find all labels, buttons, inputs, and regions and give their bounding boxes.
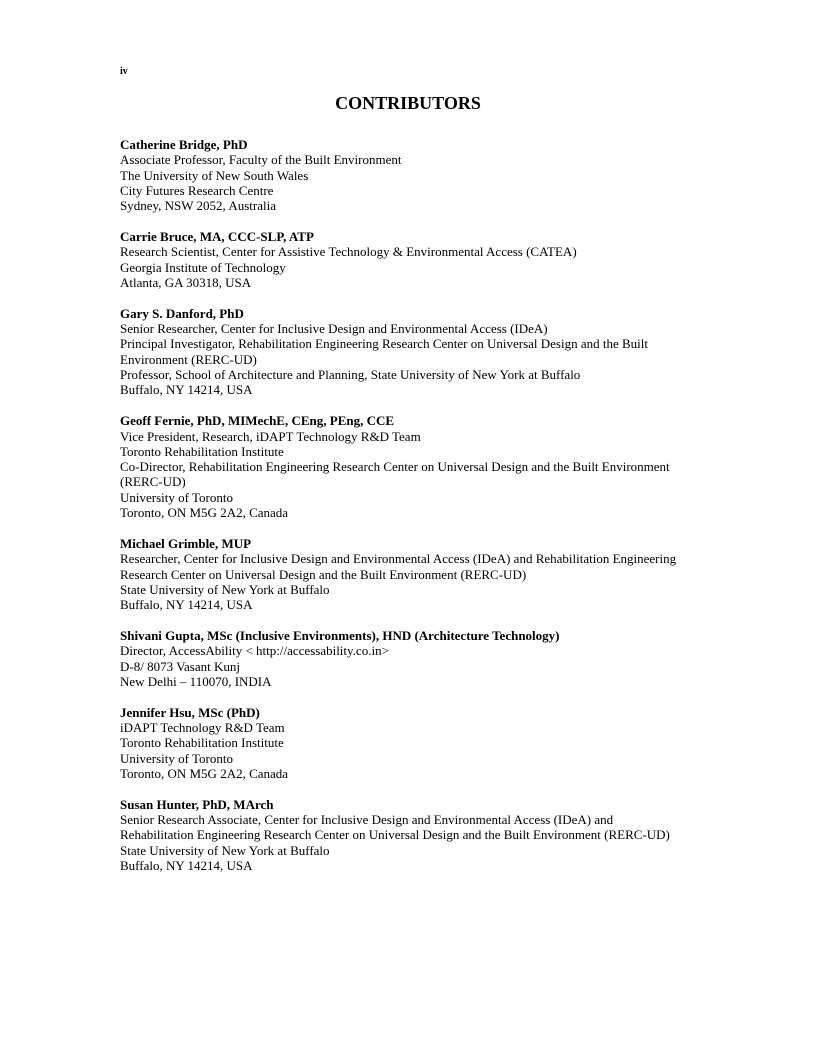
contributor-entry <box>120 306 710 398</box>
contributor-affiliation-line: Co-Director, Rehabilitation Engineering Research Center on Universal Design and the Built Environment <box>120 459 670 475</box>
contributor-entry <box>120 705 710 781</box>
contributor-affiliation-line: The University of New South Wales <box>120 167 309 183</box>
contributor-name: Michael Grimble, MUP <box>120 535 252 551</box>
contributor-affiliation-line: State University of New York at Buffalo <box>120 842 330 858</box>
contributor-affiliation-line: University of Toronto <box>120 750 233 766</box>
contributor-entry <box>120 797 710 873</box>
contributor-address-line: Buffalo, NY 14214, USA <box>120 858 253 874</box>
contributor-affiliation-line: Senior Research Associate, Center for Inclusive Design and Environmental Access (IDeA) and <box>120 812 614 828</box>
contributor-name: Geoff Fernie, PhD, MIMechE, CEng, PEng, CCE <box>120 413 395 429</box>
contributor-affiliation-line: University of Toronto <box>120 489 233 505</box>
contributor-name: Catherine Bridge, PhD <box>120 137 248 152</box>
contributor-name: Jennifer Hsu, MSc (PhD) <box>120 704 260 720</box>
contributor-name: Susan Hunter, PhD, MArch <box>120 796 274 812</box>
contributor-name: Gary S. Danford, PhD <box>120 305 244 321</box>
contributor-address-line: Buffalo, NY 14214, USA <box>120 597 253 613</box>
contributor-affiliation-line: Senior Researcher, Center for Inclusive Design and Environmental Access (IDeA) <box>120 321 548 337</box>
contributor-affiliation-line: Associate Professor, Faculty of the Built Environment <box>120 152 402 168</box>
contributor-entry <box>120 628 710 689</box>
contributor-affiliation-line: (RERC-UD) <box>120 474 186 490</box>
contributor-affiliation-line: Research Scientist, Center for Assistive Technology & Environmental Access (CATEA) <box>120 244 577 260</box>
contributor-affiliation-line: Toronto Rehabilitation Institute <box>120 443 284 459</box>
contributor-affiliation-line: Toronto Rehabilitation Institute <box>120 735 284 751</box>
contributor-affiliation-line: Vice President, Research, iDAPT Technology R&D Team <box>120 428 421 444</box>
page-number: iv <box>120 66 128 77</box>
contributor-affiliation-line: Georgia Institute of Technology <box>120 259 286 275</box>
contributor-address-line: New Delhi – 110070, INDIA <box>120 673 272 689</box>
contributor-affiliation-line: City Futures Research Centre <box>120 182 274 198</box>
contributor-address-line: Buffalo, NY 14214, USA <box>120 382 253 398</box>
contributor-address-line: Toronto, ON M5G 2A2, Canada <box>120 765 289 781</box>
contributor-name: Shivani Gupta, MSc (Inclusive Environments), HND (Architecture Technology) <box>120 627 560 643</box>
contributor-affiliation-line: Director, AccessAbility < http://accessability.co.in> <box>120 643 389 659</box>
contributor-affiliation-line: Research Center on Universal Design and the Built Environment (RERC-UD) <box>120 566 527 582</box>
contributor-entry <box>120 229 710 290</box>
contributor-entry <box>120 137 710 213</box>
contributor-entry <box>120 536 710 612</box>
contributor-affiliation-line: State University of New York at Buffalo <box>120 581 330 597</box>
contributor-affiliation-line: Principal Investigator, Rehabilitation Engineering Research Center on Universal Design and the Built <box>120 336 649 352</box>
contributor-list <box>120 137 710 889</box>
contributor-affiliation-line: Rehabilitation Engineering Research Center on Universal Design and the Built Environment (RERC-UD) <box>120 827 670 843</box>
contributor-address-line: Sydney, NSW 2052, Australia <box>120 198 276 214</box>
contributor-address-line: D-8/ 8073 Vasant Kunj <box>120 658 241 674</box>
contributor-affiliation-line: Researcher, Center for Inclusive Design and Environmental Access (IDeA) and Rehabilitation Engineering <box>120 551 677 567</box>
page-title: CONTRIBUTORS <box>335 93 481 113</box>
contributor-address-line: Atlanta, GA 30318, USA <box>120 274 252 290</box>
contributor-affiliation-line: iDAPT Technology R&D Team <box>120 720 285 736</box>
contributor-affiliation-line: Professor, School of Architecture and Planning, State University of New York at Buffalo <box>120 367 581 383</box>
contributor-name: Carrie Bruce, MA, CCC-SLP, ATP <box>120 229 314 245</box>
contributor-affiliation-line: Environment (RERC-UD) <box>120 351 257 367</box>
contributor-entry <box>120 413 710 520</box>
contributor-address-line: Toronto, ON M5G 2A2, Canada <box>120 505 289 521</box>
